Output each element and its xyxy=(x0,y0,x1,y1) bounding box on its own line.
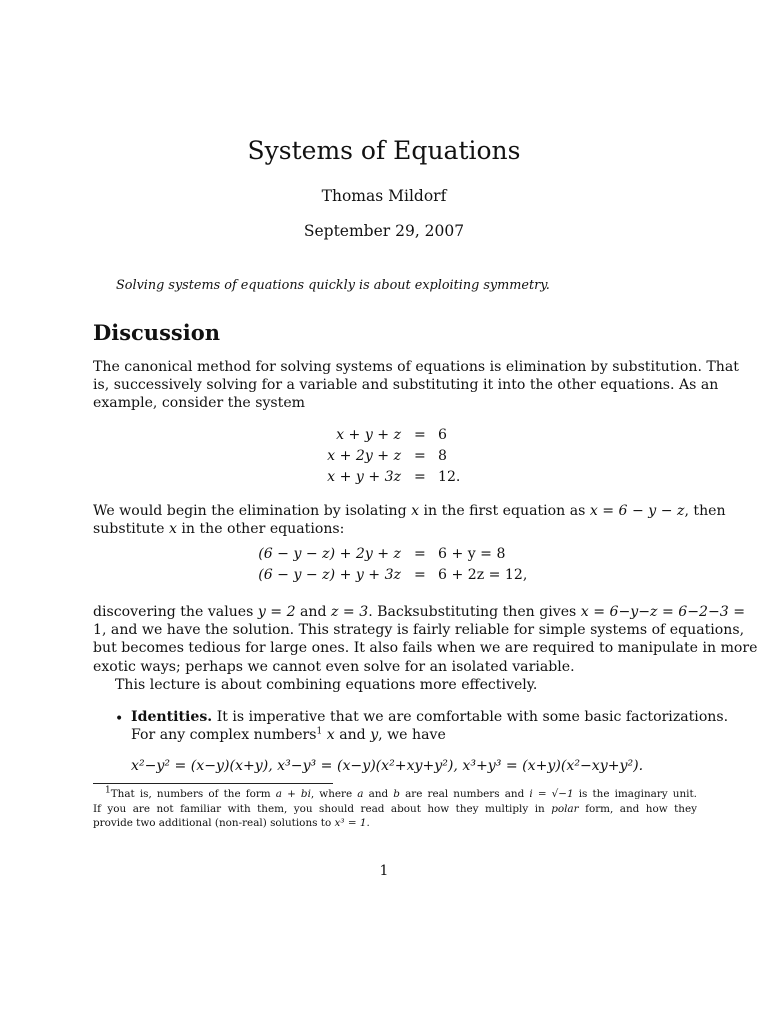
paragraph-intro xyxy=(93,358,739,413)
equation-rhs: 6 + 2z = 12, xyxy=(438,567,528,583)
text-line: We would begin the elimination by isolating x in the first equation as x = 6 − y − z, then xyxy=(93,503,726,519)
text-line: $^1$That is, numbers of the form a + bi, where a and b are real numbers and i = √−1 is the imaginary unit. xyxy=(105,785,697,800)
paragraph-elimination xyxy=(93,502,726,538)
page-number: 1 xyxy=(379,863,389,879)
equation-system-2 xyxy=(0,546,768,588)
text-line: but becomes tedious for large ones. It also fails when we are required to manipulate in more xyxy=(93,640,758,657)
equation-rhs: 6 + y = 8 xyxy=(438,546,506,562)
equation-lhs: x + y + 3z xyxy=(327,469,401,485)
footnote xyxy=(93,787,697,831)
equation-rhs: 12. xyxy=(438,469,461,485)
equals-sign: = xyxy=(414,448,426,464)
text-line: exotic ways; perhaps we cannot even solve for an isolated variable. xyxy=(93,658,575,675)
factorization-identities: x²−y² = (x−y)(x+y), x³−y³ = (x−y)(x²+xy+y²), x³+y³ = (x+y)(x²−xy+y²). xyxy=(131,758,644,774)
equation-rhs: 6 xyxy=(438,427,447,443)
text-line: This lecture is about combining equations more effectively. xyxy=(115,676,538,693)
text-line: is, successively solving for a variable and substituting it into the other equations. As an xyxy=(93,377,719,394)
epigraph: Solving systems of equations quickly is about exploiting symmetry. xyxy=(116,278,550,293)
equation-lhs: x + y + z xyxy=(336,427,401,443)
author-name: Thomas Mildorf xyxy=(321,187,447,205)
footnote-ref: 1 xyxy=(316,726,323,737)
equation-lhs: x + 2y + z xyxy=(327,448,401,464)
text-line: substitute x in the other equations: xyxy=(93,521,345,538)
equals-sign: = xyxy=(414,546,426,562)
equation-lhs: (6 − y − z) + 2y + z xyxy=(258,546,401,562)
bullet-label: Identities. xyxy=(131,709,213,725)
text-line: example, consider the system xyxy=(93,395,306,412)
text-line: provide two additional (non-real) solutions to x³ = 1. xyxy=(93,817,370,830)
text-line: The canonical method for solving systems of equations is elimination by substitution. That xyxy=(93,359,739,375)
equation-system-1 xyxy=(0,427,768,491)
footnote-mark: 1 xyxy=(105,785,111,796)
text-line: 1, and we have the solution. This strategy is fairly reliable for simple systems of equations, xyxy=(93,622,745,639)
paragraph-solution xyxy=(93,603,758,694)
section-heading: Discussion xyxy=(93,320,220,345)
text-line: For any complex numbers$^1$ x and y, we have xyxy=(131,726,446,744)
equals-sign: = xyxy=(414,567,426,583)
equals-sign: = xyxy=(414,469,426,485)
paper-title: Systems of Equations xyxy=(247,136,521,165)
bullet-icon: • xyxy=(115,711,124,727)
equation-rhs: 8 xyxy=(438,448,447,464)
equals-sign: = xyxy=(414,427,426,443)
equation-lhs: (6 − y − z) + y + 3z xyxy=(258,567,401,583)
paper-date: September 29, 2007 xyxy=(303,222,465,240)
text-line: Identities. It is imperative that we are comfortable with some basic factorizations. xyxy=(131,709,729,725)
bullet-identities xyxy=(131,708,729,744)
text-line: If you are not familiar with them, you should read about how they multiply in polar form, and how they xyxy=(93,802,697,815)
footnote-rule xyxy=(93,783,333,784)
text-line: discovering the values y = 2 and z = 3. Backsubstituting then gives x = 6−y−z = 6−2−3 = xyxy=(93,604,746,620)
